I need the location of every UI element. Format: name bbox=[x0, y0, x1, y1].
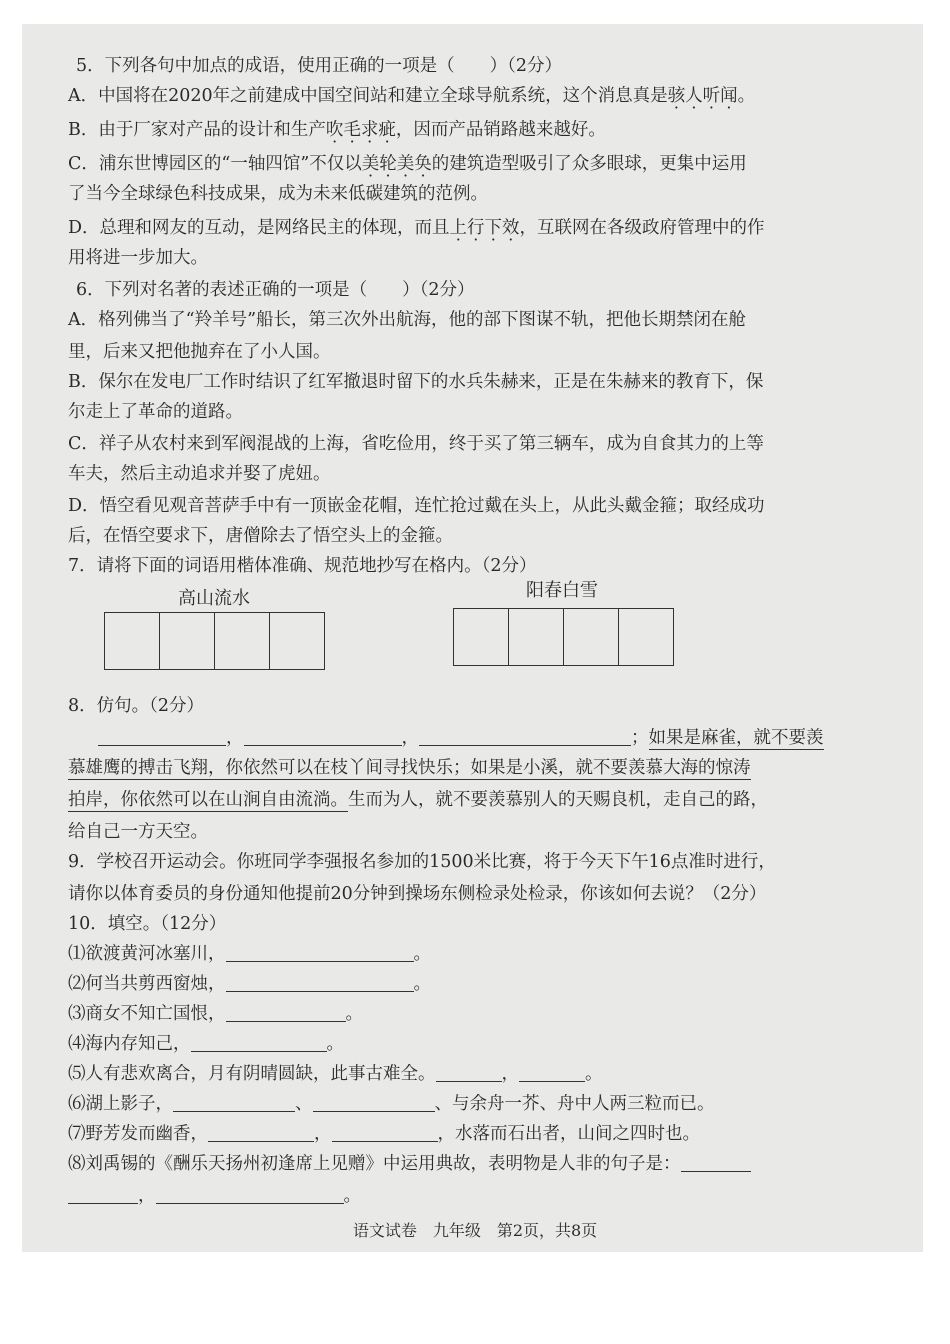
q9-line-1: 9．学校召开运动会。你班同学李强报名参加的1500米比赛，将于今天下午16点准时进行， bbox=[68, 852, 776, 872]
q6-option-c-line1: C．祥子从农村来到军阀混战的上海，省吃俭用，终于买了第三辆车，成为自食其力的上等 bbox=[68, 434, 764, 454]
q6-option-d-line2: 后，在悟空要求下，唐僧除去了悟空头上的金箍。 bbox=[68, 526, 453, 546]
q5-option-b: B．由于厂家对产品的设计和生产吹毛求疵，因而产品销路越来越好。 bbox=[68, 120, 606, 140]
q6-option-b-line1: B．保尔在发电厂工作时结识了红军撤退时留下的水兵朱赫来，正是在朱赫来的教育下，保 bbox=[68, 372, 764, 392]
q8-line-3: 拍岸，你依然可以在山涧自由流淌。生而为人，就不要羡慕别人的天赐良机，走自己的路， bbox=[68, 790, 768, 810]
answer-blank[interactable] bbox=[226, 973, 414, 992]
q10-item-8-continued: ， 。 bbox=[68, 1184, 361, 1208]
writing-cell[interactable] bbox=[160, 613, 215, 669]
answer-blank[interactable] bbox=[191, 1033, 327, 1052]
q6-option-a-line2: 里，后来又把他抛弃在了小人国。 bbox=[68, 342, 331, 362]
answer-blank[interactable] bbox=[226, 1003, 346, 1022]
q7-word-2: 阳春白雪 bbox=[526, 580, 598, 601]
q10-item-2: ⑵何当共剪西窗烛， 。 bbox=[68, 974, 431, 994]
writing-cell[interactable] bbox=[619, 609, 673, 665]
exam-paper bbox=[22, 24, 923, 1252]
q5-option-d-line1: D．总理和网友的互动，是网络民主的体现，而且上行下效，互联网在各级政府管理中的作 bbox=[68, 218, 765, 238]
q7-stem: 7．请将下面的词语用楷体准确、规范地抄写在格内。（2分） bbox=[68, 556, 537, 576]
q10-item-6: ⑹湖上影子， 、 、与余舟一芥、舟中人两三粒而已。 bbox=[68, 1094, 715, 1114]
answer-blank[interactable] bbox=[208, 1123, 314, 1142]
writing-cell[interactable] bbox=[564, 609, 619, 665]
answer-blank[interactable] bbox=[226, 943, 414, 962]
writing-grid-1[interactable] bbox=[104, 612, 325, 670]
writing-cell[interactable] bbox=[105, 613, 160, 669]
q5-option-a: A．中国将在2020年之前建成中国空间站和建立全球导航系统，这个消息真是骇人听闻。 bbox=[68, 86, 756, 106]
writing-cell[interactable] bbox=[454, 609, 509, 665]
answer-blank[interactable] bbox=[244, 727, 402, 746]
answer-blank[interactable] bbox=[98, 727, 226, 746]
writing-grid-2[interactable] bbox=[453, 608, 674, 666]
writing-cell[interactable] bbox=[270, 613, 324, 669]
dotted-idiom: 美轮美奂 bbox=[361, 154, 432, 174]
q8-stem: 8．仿句。（2分） bbox=[68, 696, 205, 716]
q6-option-c-line2: 车夫，然后主动追求并娶了虎妞。 bbox=[68, 464, 331, 484]
q10-item-3: ⑶商女不知亡国恨， 。 bbox=[68, 1004, 363, 1024]
writing-cell[interactable] bbox=[215, 613, 270, 669]
q5-option-d-line2: 用将进一步加大。 bbox=[68, 248, 208, 268]
q10-stem: 10．填空。（12分） bbox=[68, 914, 227, 934]
q6-option-a-line1: A．格列佛当了“羚羊号”船长，第三次外出航海，他的部下图谋不轨，把他长期禁闭在舱 bbox=[68, 310, 747, 330]
page-footer: 语文试卷 九年级 第2页，共8页 bbox=[352, 1221, 598, 1240]
writing-cell[interactable] bbox=[509, 609, 564, 665]
q7-word-1: 高山流水 bbox=[178, 588, 250, 609]
answer-blank[interactable] bbox=[681, 1153, 751, 1172]
q10-item-1: ⑴欲渡黄河冰塞川， 。 bbox=[68, 944, 431, 964]
dotted-idiom: 骇人听闻 bbox=[667, 86, 738, 106]
q10-item-4: ⑷海内存知己， 。 bbox=[68, 1034, 344, 1054]
answer-blank[interactable] bbox=[156, 1185, 344, 1204]
q9-line-2: 请你以体育委员的身份通知他提前20分钟到操场东侧检录处检录，你该如何去说？（2分） bbox=[68, 884, 767, 904]
q8-line-1: ， ， ；如果是麻雀，就不要羡 bbox=[98, 726, 824, 750]
answer-blank[interactable] bbox=[436, 1063, 502, 1082]
answer-blank[interactable] bbox=[68, 1185, 138, 1204]
q8-line-2: 慕雄鹰的搏击飞翔，你依然可以在枝丫间寻找快乐；如果是小溪，就不要羡慕大海的惊涛 bbox=[68, 758, 751, 778]
dotted-idiom: 吹毛求疵 bbox=[325, 120, 396, 140]
answer-blank[interactable] bbox=[419, 727, 631, 746]
q10-item-7: ⑺野芳发而幽香， ， ，水落而石出者，山间之四时也。 bbox=[68, 1124, 700, 1144]
q5-option-c-line1: C．浦东世博园区的“一轴四馆”不仅以美轮美奂的建筑造型吸引了众多眼球，更集中运用 bbox=[68, 154, 747, 174]
q6-option-b-line2: 尔走上了革命的道路。 bbox=[68, 402, 243, 422]
q5-option-c-line2: 了当今全球绿色科技成果，成为未来低碳建筑的范例。 bbox=[68, 184, 488, 204]
answer-blank[interactable] bbox=[173, 1093, 295, 1112]
answer-blank[interactable] bbox=[519, 1063, 585, 1082]
dotted-idiom: 上行下效 bbox=[449, 218, 520, 238]
q6-option-d-line1: D．悟空看见观音菩萨手中有一顶嵌金花帽，连忙抢过戴在头上，从此头戴金箍；取经成功 bbox=[68, 496, 765, 516]
answer-blank[interactable] bbox=[313, 1093, 435, 1112]
q10-item-5: ⑸人有悲欢离合，月有阴晴圆缺，此事古难全。 ， 。 bbox=[68, 1064, 603, 1084]
q8-line-4: 给自己一方天空。 bbox=[68, 822, 208, 842]
answer-blank[interactable] bbox=[332, 1123, 438, 1142]
q10-item-8: ⑻刘禹锡的《酬乐天扬州初逢席上见赠》中运用典故，表明物是人非的句子是： bbox=[68, 1152, 751, 1176]
q6-stem: 6．下列对名著的表述正确的一项是（ ）（2分） bbox=[76, 280, 475, 300]
q5-stem: 5．下列各句中加点的成语，使用正确的一项是（ ）（2分） bbox=[76, 56, 563, 76]
